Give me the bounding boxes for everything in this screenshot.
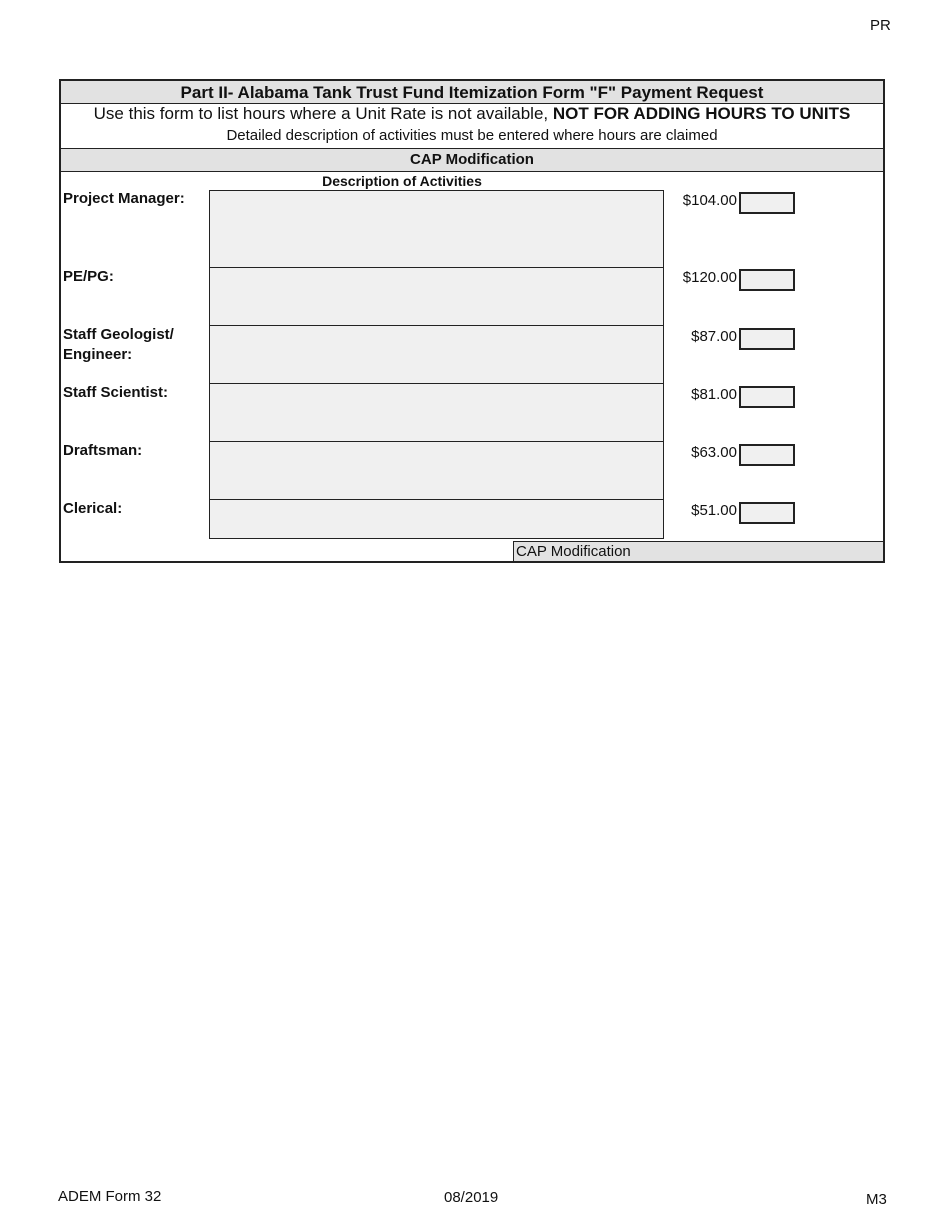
description-field-staff-geologist[interactable] bbox=[209, 325, 664, 385]
description-field-staff-scientist[interactable] bbox=[209, 383, 664, 443]
role-label-draftsman: Draftsman: bbox=[63, 442, 143, 459]
form-instruction-detail: Detailed description of activities must be entered where hours are claimed bbox=[226, 127, 718, 144]
form-instruction bbox=[61, 104, 883, 124]
instruction-text: Use this form to list hours where a Unit Rate is not available, bbox=[93, 104, 553, 123]
hours-field-pe-pg[interactable] bbox=[739, 269, 795, 291]
hours-field-draftsman[interactable] bbox=[739, 444, 795, 466]
section-footer: CAP Modification bbox=[513, 541, 883, 561]
hours-field-clerical[interactable] bbox=[739, 502, 795, 524]
role-label-project-manager: Project Manager: bbox=[63, 190, 185, 207]
rate-draftsman: $63.00 bbox=[691, 444, 737, 461]
rate-clerical: $51.00 bbox=[691, 502, 737, 519]
role-label-staff-scientist: Staff Scientist: bbox=[63, 384, 169, 401]
form-title: Part II- Alabama Tank Trust Fund Itemization Form "F" Payment Request bbox=[61, 81, 883, 104]
instruction-warning: NOT FOR ADDING HOURS TO UNITS bbox=[552, 104, 851, 123]
hours-field-project-manager[interactable] bbox=[739, 192, 795, 214]
itemization-form bbox=[59, 79, 885, 563]
role-label-staff-geologist: Staff Geologist/ Engineer: bbox=[63, 326, 174, 363]
hours-field-staff-geologist[interactable] bbox=[739, 328, 795, 350]
rate-project-manager: $104.00 bbox=[682, 192, 737, 209]
description-field-project-manager[interactable] bbox=[209, 190, 664, 269]
rate-pe-pg: $120.00 bbox=[682, 269, 737, 286]
description-field-draftsman[interactable] bbox=[209, 441, 664, 501]
role-label-pe-pg: PE/PG: bbox=[63, 268, 114, 285]
hours-field-staff-scientist[interactable] bbox=[739, 386, 795, 408]
page-label: M3 bbox=[866, 1191, 887, 1208]
description-header: Description of Activities bbox=[322, 173, 482, 189]
rate-staff-scientist: $81.00 bbox=[691, 386, 737, 403]
role-label-clerical: Clerical: bbox=[63, 500, 123, 517]
rate-staff-geologist: $87.00 bbox=[691, 328, 737, 345]
form-number: ADEM Form 32 bbox=[58, 1188, 162, 1205]
form-date: 08/2019 bbox=[444, 1189, 499, 1206]
page-code: PR bbox=[870, 17, 891, 34]
section-title: CAP Modification bbox=[61, 148, 883, 172]
description-field-pe-pg[interactable] bbox=[209, 267, 664, 327]
description-field-clerical[interactable] bbox=[209, 499, 664, 539]
